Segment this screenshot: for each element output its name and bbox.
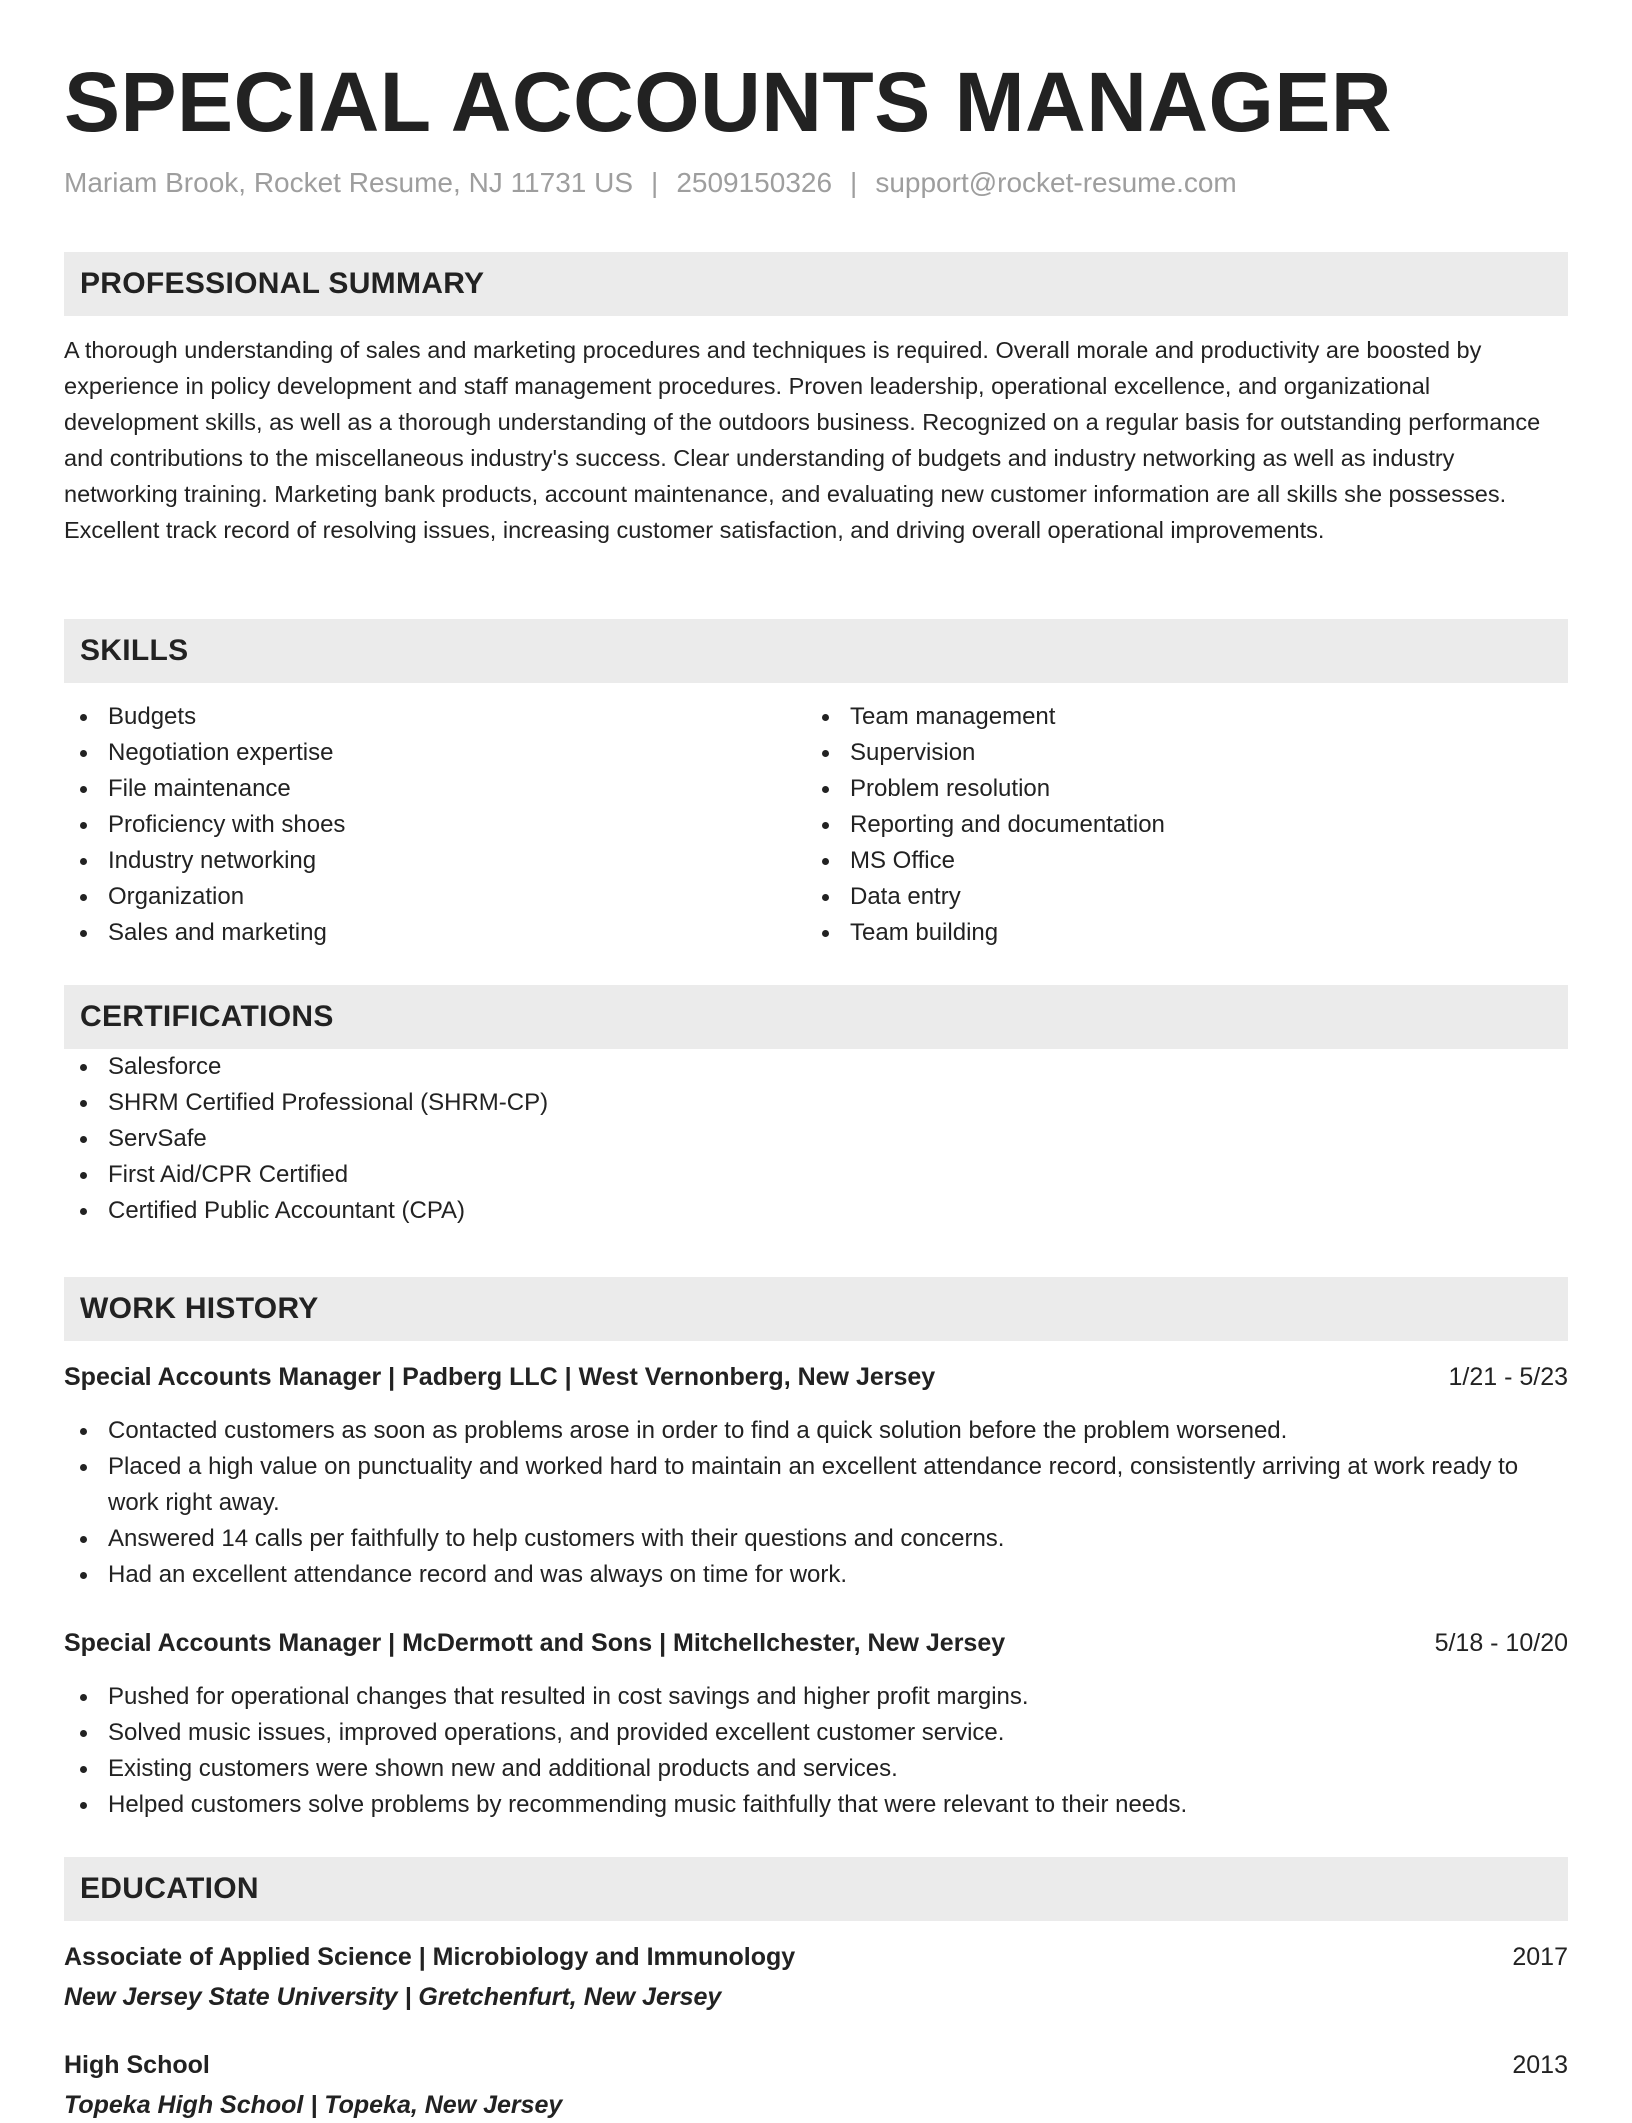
job-header [64, 1625, 1568, 1661]
job-title: Special Accounts Manager | McDermott and Sons | Mitchellchester, New Jersey [64, 1629, 1006, 1657]
skill-item: Data entry [806, 879, 1548, 915]
skill-item: Reporting and documentation [806, 807, 1548, 843]
education-degree: High School [64, 2051, 210, 2079]
education-heading: EDUCATION [64, 1857, 1568, 1921]
certification-item: SHRM Certified Professional (SHRM-CP) [64, 1085, 1568, 1121]
certification-item: Certified Public Accountant (CPA) [64, 1193, 1568, 1229]
skill-item: Problem resolution [806, 771, 1548, 807]
certifications-section [64, 985, 1568, 1229]
job-entry [64, 1625, 1568, 1823]
skills-columns [64, 699, 1568, 951]
contact-email: support@rocket-resume.com [875, 167, 1237, 198]
job-bullets [64, 1413, 1568, 1593]
skills-list-left [64, 699, 806, 951]
contact-separator: | [651, 167, 659, 198]
education-section [64, 1857, 1568, 2123]
skill-item: Industry networking [64, 843, 806, 879]
skill-item: MS Office [806, 843, 1548, 879]
skill-item: Negotiation expertise [64, 735, 806, 771]
education-year: 2017 [1512, 1943, 1568, 1971]
certifications-list [64, 1049, 1568, 1229]
education-header [64, 1939, 1568, 1975]
contact-address: Mariam Brook, Rocket Resume, NJ 11731 US [64, 167, 634, 198]
certification-item: First Aid/CPR Certified [64, 1157, 1568, 1193]
skill-item: Team building [806, 915, 1548, 951]
summary-section [64, 252, 1568, 548]
contact-phone: 2509150326 [676, 167, 833, 198]
skills-section [64, 619, 1568, 951]
skills-list-right [806, 699, 1548, 951]
job-bullets [64, 1679, 1568, 1823]
job-dates: 1/21 - 5/23 [1448, 1363, 1568, 1391]
education-school: New Jersey State University | Gretchenfurt, New Jersey [64, 1983, 722, 2011]
job-header [64, 1359, 1568, 1395]
work-history-section [64, 1277, 1568, 1823]
job-bullet: Answered 14 calls per faithfully to help customers with their questions and concerns. [64, 1521, 1568, 1557]
page-title: SPECIAL ACCOUNTS MANAGER [64, 55, 1393, 149]
skill-item: Proficiency with shoes [64, 807, 806, 843]
education-year: 2013 [1512, 2051, 1568, 2079]
job-bullet: Contacted customers as soon as problems arose in order to find a quick solution before the problem worsened. [64, 1413, 1568, 1449]
certification-item: Salesforce [64, 1049, 1568, 1085]
skill-item: Sales and marketing [64, 915, 806, 951]
skill-item: Team management [806, 699, 1548, 735]
job-bullet: Solved music issues, improved operations, and provided excellent customer service. [64, 1715, 1568, 1751]
skill-item: Organization [64, 879, 806, 915]
job-title: Special Accounts Manager | Padberg LLC | West Vernonberg, New Jersey [64, 1363, 936, 1391]
job-entry [64, 1359, 1568, 1593]
certification-item: ServSafe [64, 1121, 1568, 1157]
education-degree: Associate of Applied Science | Microbiology and Immunology [64, 1943, 796, 1971]
education-header [64, 2047, 1568, 2083]
education-entry [64, 1939, 1568, 2015]
job-bullet: Placed a high value on punctuality and worked hard to maintain an excellent attendance record, consistently arriving at work ready to work right away. [64, 1449, 1568, 1521]
job-bullet: Had an excellent attendance record and was always on time for work. [64, 1557, 1568, 1593]
summary-text: A thorough understanding of sales and marketing procedures and techniques is required. Overall morale and productivity are boosted by experience in policy development and staff management procedures. Proven leadership, operational excellence, and organizational development skills, as well as a thorough understanding of the outdoors business. Recognized on a regular basis for outstanding performance and contributions to the miscellaneous industry's success. Clear understanding of budgets and industry networking as well as industry networking training. Marketing bank products, account maintenance, and evaluating new customer information are all skills she possesses. Excellent track record of resolving issues, increasing customer satisfaction, and driving overall operational improvements. [64, 337, 1541, 543]
skill-item: File maintenance [64, 771, 806, 807]
job-bullet: Pushed for operational changes that resulted in cost savings and higher profit margins. [64, 1679, 1568, 1715]
job-dates: 5/18 - 10/20 [1434, 1629, 1568, 1657]
skill-item: Supervision [806, 735, 1548, 771]
education-school: Topeka High School | Topeka, New Jersey [64, 2091, 563, 2119]
work-history-heading: WORK HISTORY [64, 1277, 1568, 1341]
contact-line [64, 163, 1237, 203]
contact-separator: | [850, 167, 858, 198]
certifications-heading: CERTIFICATIONS [64, 985, 1568, 1049]
job-bullet: Existing customers were shown new and additional products and services. [64, 1751, 1568, 1787]
job-bullet: Helped customers solve problems by recommending music faithfully that were relevant to their needs. [64, 1787, 1568, 1823]
summary-heading: PROFESSIONAL SUMMARY [64, 252, 1568, 316]
skills-heading: SKILLS [64, 619, 1568, 683]
skill-item: Budgets [64, 699, 806, 735]
